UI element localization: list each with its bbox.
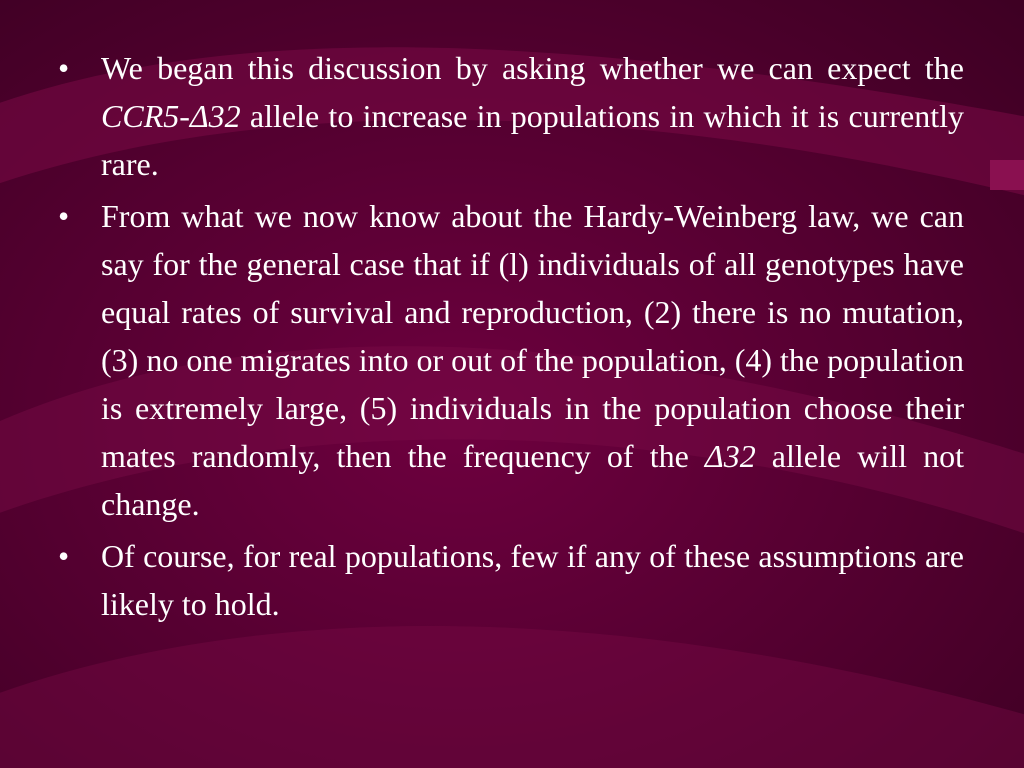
bullet-item-1: [58, 44, 964, 188]
bullet-dot: •: [58, 538, 70, 574]
bullet-text-part: From what we now know about the Hardy-Weinberg law, we can say for the general case that if (l) individuals of all genotypes have equal rates of survival and reproduction, (2) there is no mutation, (3) no one migrates into or out of the population, (4) the population is extremely large, (5) individuals in the population choose their mates randomly, then the frequency of the: [101, 198, 964, 474]
bullet-list: [58, 44, 964, 632]
allele-name: CCR5-Δ32: [101, 98, 241, 134]
bullet-dot: •: [58, 198, 70, 234]
bullet-text-part: Of course, for real populations, few if any of these assumptions are likely to hold.: [101, 538, 964, 622]
bullet-text-part: allele to increase in populations in which it is currently rare.: [101, 98, 964, 182]
bullet-item-3: [58, 532, 964, 628]
bullet-item-2: [58, 192, 964, 528]
bullet-dot: •: [58, 50, 70, 86]
bullet-text-part: allele will not change.: [101, 438, 965, 522]
allele-name: Δ32: [704, 438, 756, 474]
bullet-text-part: We began this discussion by asking whether we can expect the: [101, 50, 964, 86]
